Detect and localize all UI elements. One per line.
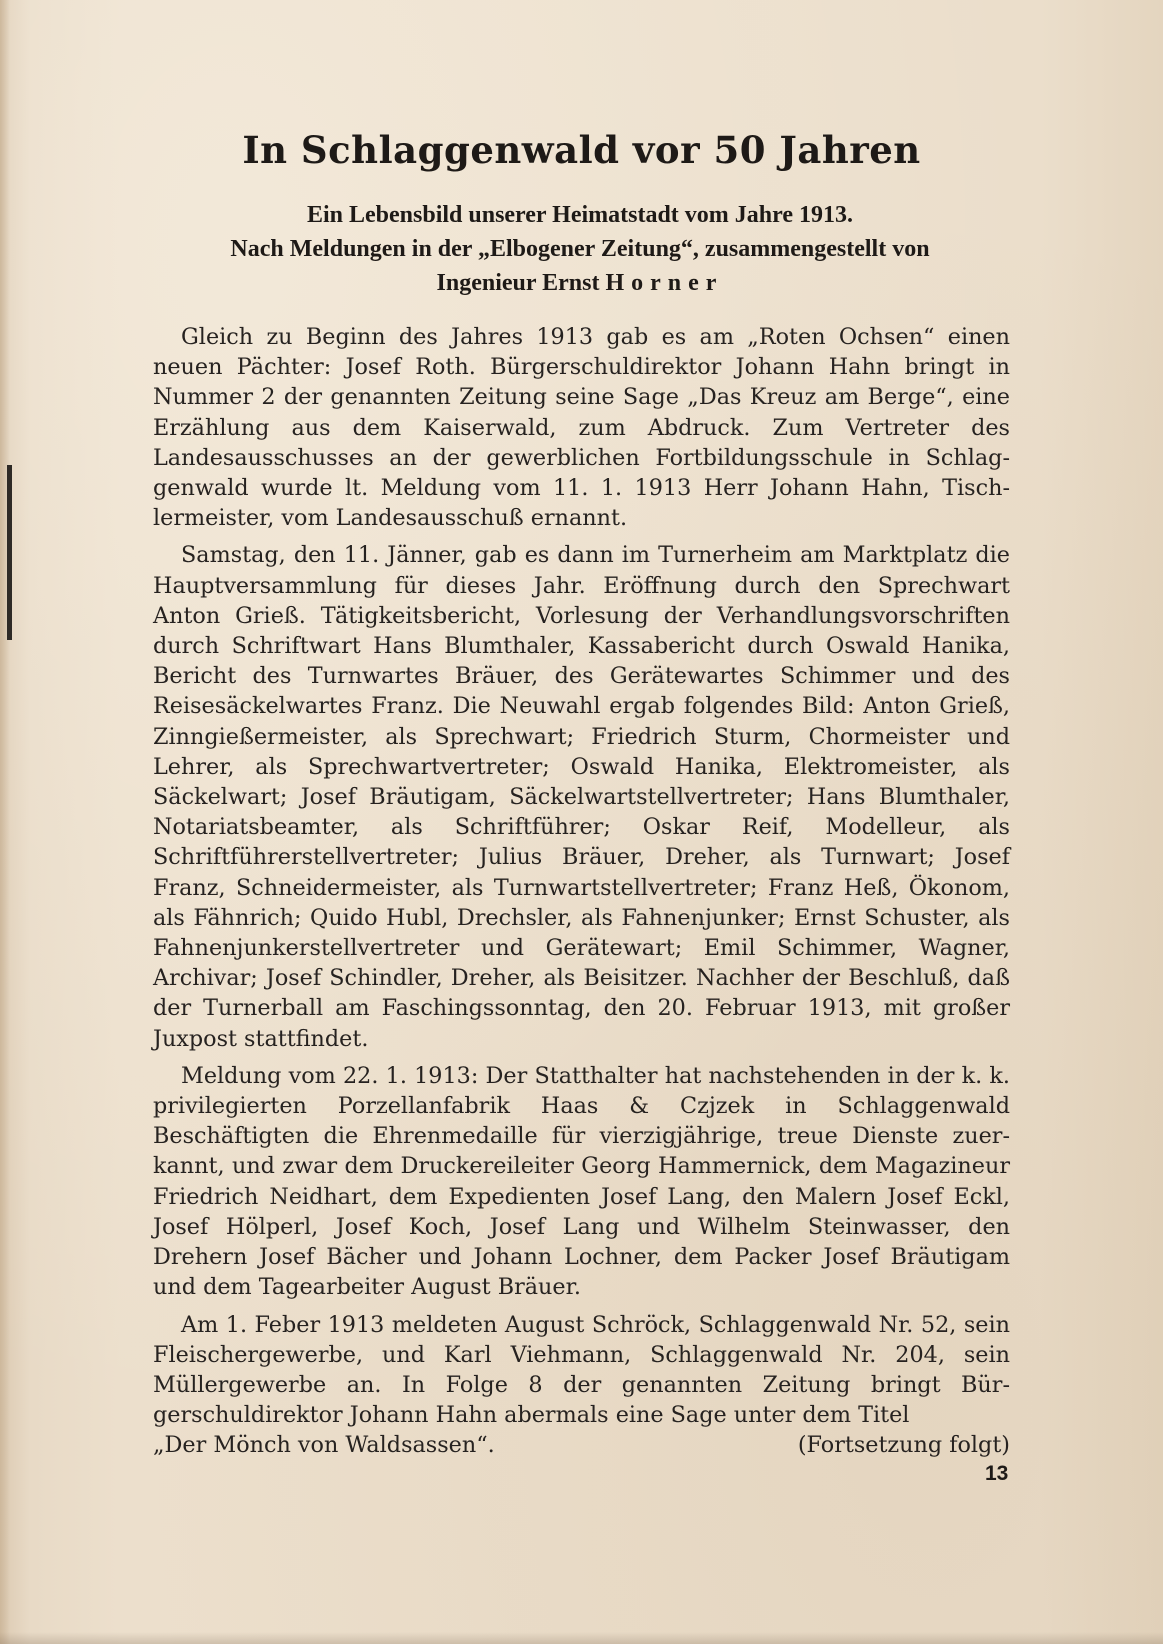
subtitle-line-1: Ein Lebensbild unserer Heimatstadt vom Jahre 1913. xyxy=(306,202,854,228)
bottom-edge xyxy=(0,1632,1163,1644)
paragraph-3: Meldung vom 22. 1. 1913: Der Statthalter hat nachstehenden in der k. k. privilegierten Porzellanfabrik Haas & Czjzek in Schlaggenwald Beschäftigten die Ehrenmedaille für vierzigjährige, treue Dienste zuerkannt, und zwar dem Druckereileiter Georg Hammernick, dem Magazineur Friedrich Neidhart, dem Expedienten Josef Lang, den Malern Josef Eckl, Josef Hölperl, Josef Koch, Josef Lang und Wilhelm Steinwasser, den Drehern Josef Bächer und Johann Lochner, dem Packer Josef Bräutigam und dem Tagearbeiter August Bräuer. xyxy=(153,1062,1010,1301)
closing-line xyxy=(153,1430,1010,1460)
binding-mark xyxy=(7,465,12,640)
binding-edge xyxy=(0,0,10,1644)
author-line xyxy=(140,270,1020,297)
paragraph-4 xyxy=(153,1310,1010,1431)
article-title: In Schlaggenwald vor 50 Jahren xyxy=(242,128,921,172)
paragraph-4-text: Am 1. Feber 1913 meldeten August Schröck, Schlaggenwald Nr. 52, sein Fleischergewerbe, und Karl Viehmann, Schlaggenwald Nr. 204, sein Müllergewerbe an. In Folge 8 der genannten Zeitung bringt Bürgerschuldirektor Johann Hahn abermals eine Sage unter dem Titel xyxy=(153,1311,1010,1429)
paragraph-2: Samstag, den 11. Jänner, gab es dann im Turnerheim am Marktplatz die Hauptversammlung für dieses Jahr. Eröffnung durch den Sprechwart Anton Grieß. Tätigkeitsbericht, Vorlesung der Verhandlungsvorschriften durch Schriftwart Hans Blumthaler, Kassabericht durch Oswald Hanika, Bericht des Turnwartes Bräuer, des Gerätewartes Schimmer und des Reisesäckelwartes Franz. Die Neuwahl ergab folgendes Bild: Anton Grieß, Zinngießermeister, als Sprechwart; Friedrich Sturm, Chormeister und Lehrer, als Sprechwartvertreter; Oswald Hanika, Elektromeister, als Säckelwart; Josef Bräutigam, Säckelwartstellvertreter; Hans Blumthaler, Notariatsbeamter, als Schriftführer; Oskar Reif, Modelleur, als Schriftführerstellvertreter; Julius Bräuer, Dreher, als Turnwart; Josef Franz, Schneidermeister, als Turnwartstellvertreter; Franz Heß, Ökonom, als Fähnrich; Quido Hubl, Drechsler, als Fahnenjunker; Ernst Schuster, als Fahnenjunkerstellvertreter und Gerätewart; Emil Schimmer, Wagner, Archivar; Josef Schindler, Dreher, als Beisitzer. Nachher der Beschluß, daß der Turnerball am Faschingssonntag, den 20. Februar 1913, mit großer Juxpost stattfindet. xyxy=(153,542,1010,1052)
author-name: Horner xyxy=(605,270,724,296)
paragraph-1: Gleich zu Beginn des Jahres 1913 gab es am „Roten Ochsen“ einen neuen Pächter: Josef Roth. Bürgerschuldirektor Johann Hahn bringt in Nummer 2 der genannten Zeitung seine Sage „Das Kreuz am Berge“, eine Erzählung aus dem Kaiserwald, zum Abdruck. Zum Vertreter des Landesausschusses an der gewerblichen Fortbildungsschule in Schlaggenwald wurde lt. Meldung vom 11. 1. 1913 Herr Johann Hahn, Tischlermeister, vom Landesausschuß ernannt. xyxy=(153,324,1010,532)
article-body xyxy=(153,322,1010,1461)
page-number: 13 xyxy=(985,1462,1009,1485)
closing-title: „Der Mönch von Waldsassen“. xyxy=(153,1432,495,1459)
subtitle-line-2: Nach Meldungen in der „Elbogener Zeitung“, zusammengestellt von xyxy=(230,236,930,262)
continuation-note: (Fortsetzung folgt) xyxy=(797,1432,1010,1459)
author-prefix: Ingenieur Ernst xyxy=(436,270,606,296)
